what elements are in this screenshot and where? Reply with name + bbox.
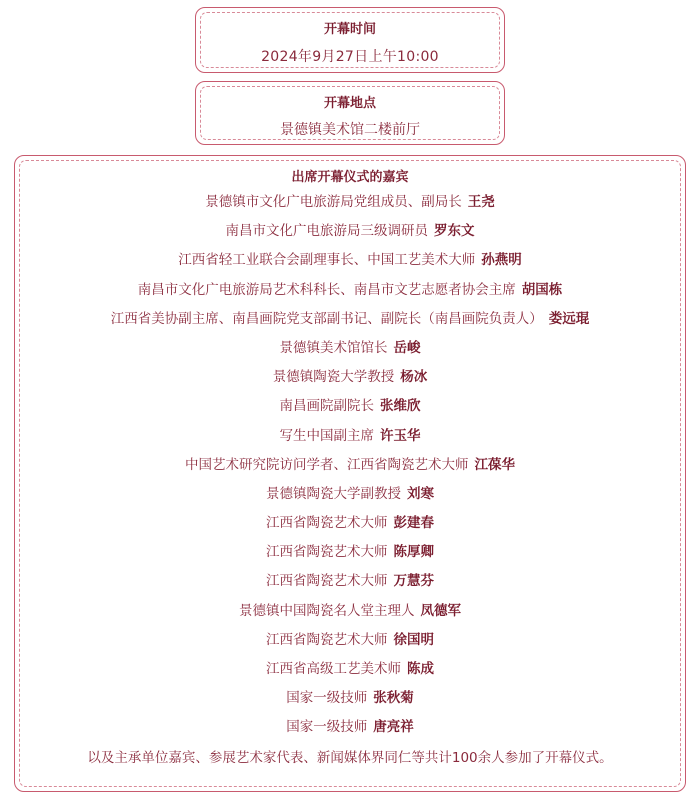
guest-name: 凤德军 (420, 602, 461, 619)
guest-item (15, 363, 685, 392)
guest-name: 陈成 (407, 661, 434, 677)
guest-item (15, 334, 685, 363)
guest-name: 娄远琨 (548, 310, 590, 327)
opening-time-heading: 开幕时间 (323, 22, 376, 37)
guest-title: 景德镇陶瓷大学教授 (272, 369, 395, 386)
opening-place-box (195, 81, 505, 145)
guest-name: 彭建春 (393, 515, 434, 532)
guest-name: 岳峻 (393, 339, 421, 356)
guest-item (15, 422, 685, 451)
guest-item (15, 276, 685, 305)
guest-title: 江西省高级工艺美术师 (266, 661, 401, 677)
guest-title: 国家一级技师 (286, 690, 368, 707)
guest-title: 国家一级技师 (286, 719, 368, 736)
guest-name: 王尧 (467, 194, 495, 210)
guest-item (15, 392, 685, 421)
guest-item (15, 684, 685, 713)
guest-name: 杨冰 (400, 369, 428, 386)
guest-name: 张秋菊 (373, 690, 414, 707)
guest-item (15, 567, 685, 596)
guest-name: 万慧芬 (393, 573, 434, 590)
guest-name: 胡国栋 (521, 281, 563, 298)
guest-name: 江葆华 (474, 456, 515, 473)
guest-item (15, 597, 685, 626)
guest-item (15, 538, 685, 567)
guest-item (15, 480, 685, 509)
guest-name: 徐国明 (393, 631, 434, 648)
guest-name: 孙燕明 (481, 252, 522, 269)
opening-time-value: 2024年9月27日上午10:00 (261, 49, 439, 65)
guest-item (15, 451, 685, 480)
guest-name: 陈厚卿 (393, 544, 434, 561)
guest-item (15, 655, 685, 684)
guest-item (15, 305, 685, 334)
guest-name: 许玉华 (380, 427, 421, 444)
guest-title: 景德镇美术馆馆长 (279, 339, 388, 356)
guest-list (15, 188, 685, 743)
guest-item (15, 626, 685, 655)
guest-title: 景德镇陶瓷大学副教授 (266, 485, 401, 502)
guest-title: 南昌画院副院长 (279, 398, 374, 415)
guest-title: 景德镇市文化广电旅游局党组成员、副局长 (205, 194, 462, 210)
guest-item (15, 217, 685, 246)
guest-item (15, 246, 685, 275)
guests-heading: 出席开幕仪式的嘉宾 (291, 170, 409, 185)
guest-title: 江西省陶瓷艺术大师 (266, 573, 388, 590)
guest-title: 江西省美协副主席、南昌画院党支部副书记、副院长（南昌画院负责人） (110, 310, 543, 327)
guest-title: 江西省陶瓷艺术大师 (266, 631, 388, 648)
opening-time-box (195, 7, 505, 73)
guest-item (15, 188, 685, 217)
guest-item (15, 713, 685, 742)
opening-place-heading: 开幕地点 (323, 96, 376, 111)
guest-title: 南昌市文化广电旅游局艺术科科长、南昌市文艺志愿者协会主席 (137, 281, 516, 298)
guest-title: 景德镇中国陶瓷名人堂主理人 (239, 602, 415, 619)
guests-box (14, 155, 686, 792)
guest-name: 刘寒 (407, 485, 434, 502)
guest-title: 江西省陶瓷艺术大师 (266, 515, 388, 532)
guest-title: 江西省轻工业联合会副理事长、中国工艺美术大师 (178, 252, 476, 269)
opening-place-value: 景德镇美术馆二楼前厅 (280, 122, 420, 138)
guests-closing-note: 以及主承单位嘉宾、参展艺术家代表、新闻媒体界同仁等共计100余人参加了开幕仪式。 (87, 749, 613, 766)
guest-name: 唐亮祥 (373, 719, 414, 736)
guest-title: 南昌市文化广电旅游局三级调研员 (225, 223, 428, 240)
guest-item (15, 509, 685, 538)
guest-title: 写生中国副主席 (279, 427, 374, 444)
guest-title: 中国艺术研究院访问学者、江西省陶瓷艺术大师 (185, 456, 469, 473)
guest-name: 罗东文 (434, 223, 475, 240)
guest-title: 江西省陶瓷艺术大师 (266, 544, 388, 561)
guest-name: 张维欣 (380, 398, 421, 415)
